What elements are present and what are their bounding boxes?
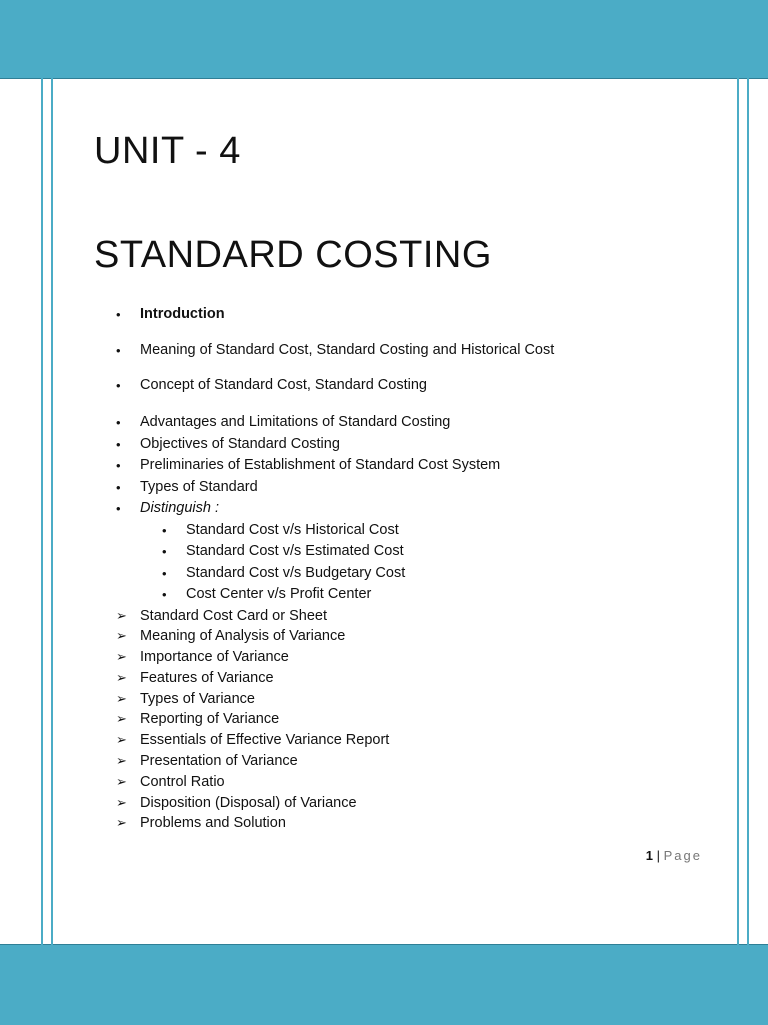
left-border-outer xyxy=(41,0,43,1024)
page-number-footer xyxy=(612,848,702,863)
bullet-icon: • xyxy=(162,544,167,559)
right-border-outer xyxy=(747,0,749,1024)
list-item-text: Types of Variance xyxy=(140,690,255,707)
list-item xyxy=(94,647,704,668)
sub-list-item-text: Standard Cost v/s Historical Cost xyxy=(186,521,399,538)
list-item xyxy=(94,793,704,814)
list-item-text: Problems and Solution xyxy=(140,815,286,832)
list-item xyxy=(94,626,704,647)
bullet-icon: • xyxy=(162,587,167,602)
sub-list-item xyxy=(94,520,704,542)
page-title: STANDARD COSTING xyxy=(94,234,492,276)
list-item xyxy=(94,477,704,499)
bullet-icon: • xyxy=(116,501,121,516)
arrow-bullet-icon: ➢ xyxy=(116,815,127,831)
bullet-icon: • xyxy=(162,522,167,538)
list-item xyxy=(94,813,704,834)
arrow-bullet-icon: ➢ xyxy=(116,773,127,789)
sub-list-item-text: Standard Cost v/s Estimated Cost xyxy=(186,543,404,559)
list-item-text: Presentation of Variance xyxy=(140,753,298,770)
list-item-text: Distinguish : xyxy=(140,500,219,516)
arrow-bullet-icon: ➢ xyxy=(116,628,127,644)
list-item xyxy=(94,668,704,689)
list-item-text: Meaning of Standard Cost, Standard Costing and Historical Cost xyxy=(140,342,555,358)
arrow-bullet-icon: ➢ xyxy=(116,607,127,623)
right-border-inner xyxy=(737,0,739,1024)
list-item xyxy=(94,455,704,477)
footer-band xyxy=(0,944,768,1025)
arrow-bullet-icon: ➢ xyxy=(116,690,127,706)
list-item-text: Introduction xyxy=(140,306,225,322)
page-separator: | xyxy=(656,848,660,863)
list-item-text: Importance of Variance xyxy=(140,649,289,666)
sub-list-item-text: Cost Center v/s Profit Center xyxy=(186,586,372,602)
bullet-icon: • xyxy=(116,436,121,452)
sub-list-container xyxy=(94,520,704,606)
sub-list-item xyxy=(94,584,704,606)
arrow-bullet-icon: ➢ xyxy=(116,732,127,748)
list-item-text: Advantages and Limitations of Standard Costing xyxy=(140,414,451,430)
bullet-icon: • xyxy=(116,307,121,322)
page-label: Page xyxy=(663,848,702,863)
list-item-text: Control Ratio xyxy=(140,773,225,790)
sub-topic-list xyxy=(94,520,704,606)
header-band xyxy=(0,0,768,79)
arrow-bullet-icon: ➢ xyxy=(116,649,127,665)
arrow-bullet-icon: ➢ xyxy=(116,711,127,727)
list-item xyxy=(94,375,704,396)
list-item xyxy=(94,340,704,361)
unit-heading: UNIT - 4 xyxy=(94,130,241,172)
list-item-text: Preliminaries of Establishment of Standard Cost System xyxy=(140,457,501,473)
list-item-text: Essentials of Effective Variance Report xyxy=(140,732,390,749)
list-item xyxy=(94,772,704,793)
bullet-icon: • xyxy=(116,479,121,495)
list-item-text: Types of Standard xyxy=(140,478,258,495)
list-item-text: Features of Variance xyxy=(140,669,274,686)
list-item-text: Reporting of Variance xyxy=(140,711,280,728)
list-item xyxy=(94,498,704,520)
left-border-inner xyxy=(51,0,53,1024)
bullet-icon: • xyxy=(116,378,121,393)
arrow-bullet-icon: ➢ xyxy=(116,794,127,810)
list-item xyxy=(94,730,704,751)
list-item-text: Disposition (Disposal) of Variance xyxy=(140,794,357,811)
list-item xyxy=(94,434,704,456)
list-item xyxy=(94,751,704,772)
list-item-text: Meaning of Analysis of Variance xyxy=(140,628,346,645)
topic-list xyxy=(94,304,704,834)
sub-list-item-text: Standard Cost v/s Budgetary Cost xyxy=(186,564,406,581)
list-item-text: Standard Cost Card or Sheet xyxy=(140,607,327,624)
page-number: 1 xyxy=(645,848,653,863)
arrow-bullet-icon: ➢ xyxy=(116,669,127,685)
list-item xyxy=(94,709,704,730)
list-item xyxy=(94,689,704,710)
arrow-bullet-icon: ➢ xyxy=(116,753,127,769)
sub-list-item xyxy=(94,541,704,563)
list-item-text: Concept of Standard Cost, Standard Costing xyxy=(140,377,427,393)
list-item xyxy=(94,304,704,325)
bullet-icon: • xyxy=(162,565,167,581)
bullet-icon: • xyxy=(116,415,121,430)
list-item xyxy=(94,606,704,627)
bullet-icon: • xyxy=(116,458,121,473)
list-item-text: Objectives of Standard Costing xyxy=(140,435,340,452)
list-item xyxy=(94,412,704,434)
sub-list-item xyxy=(94,563,704,585)
bullet-icon: • xyxy=(116,343,121,358)
